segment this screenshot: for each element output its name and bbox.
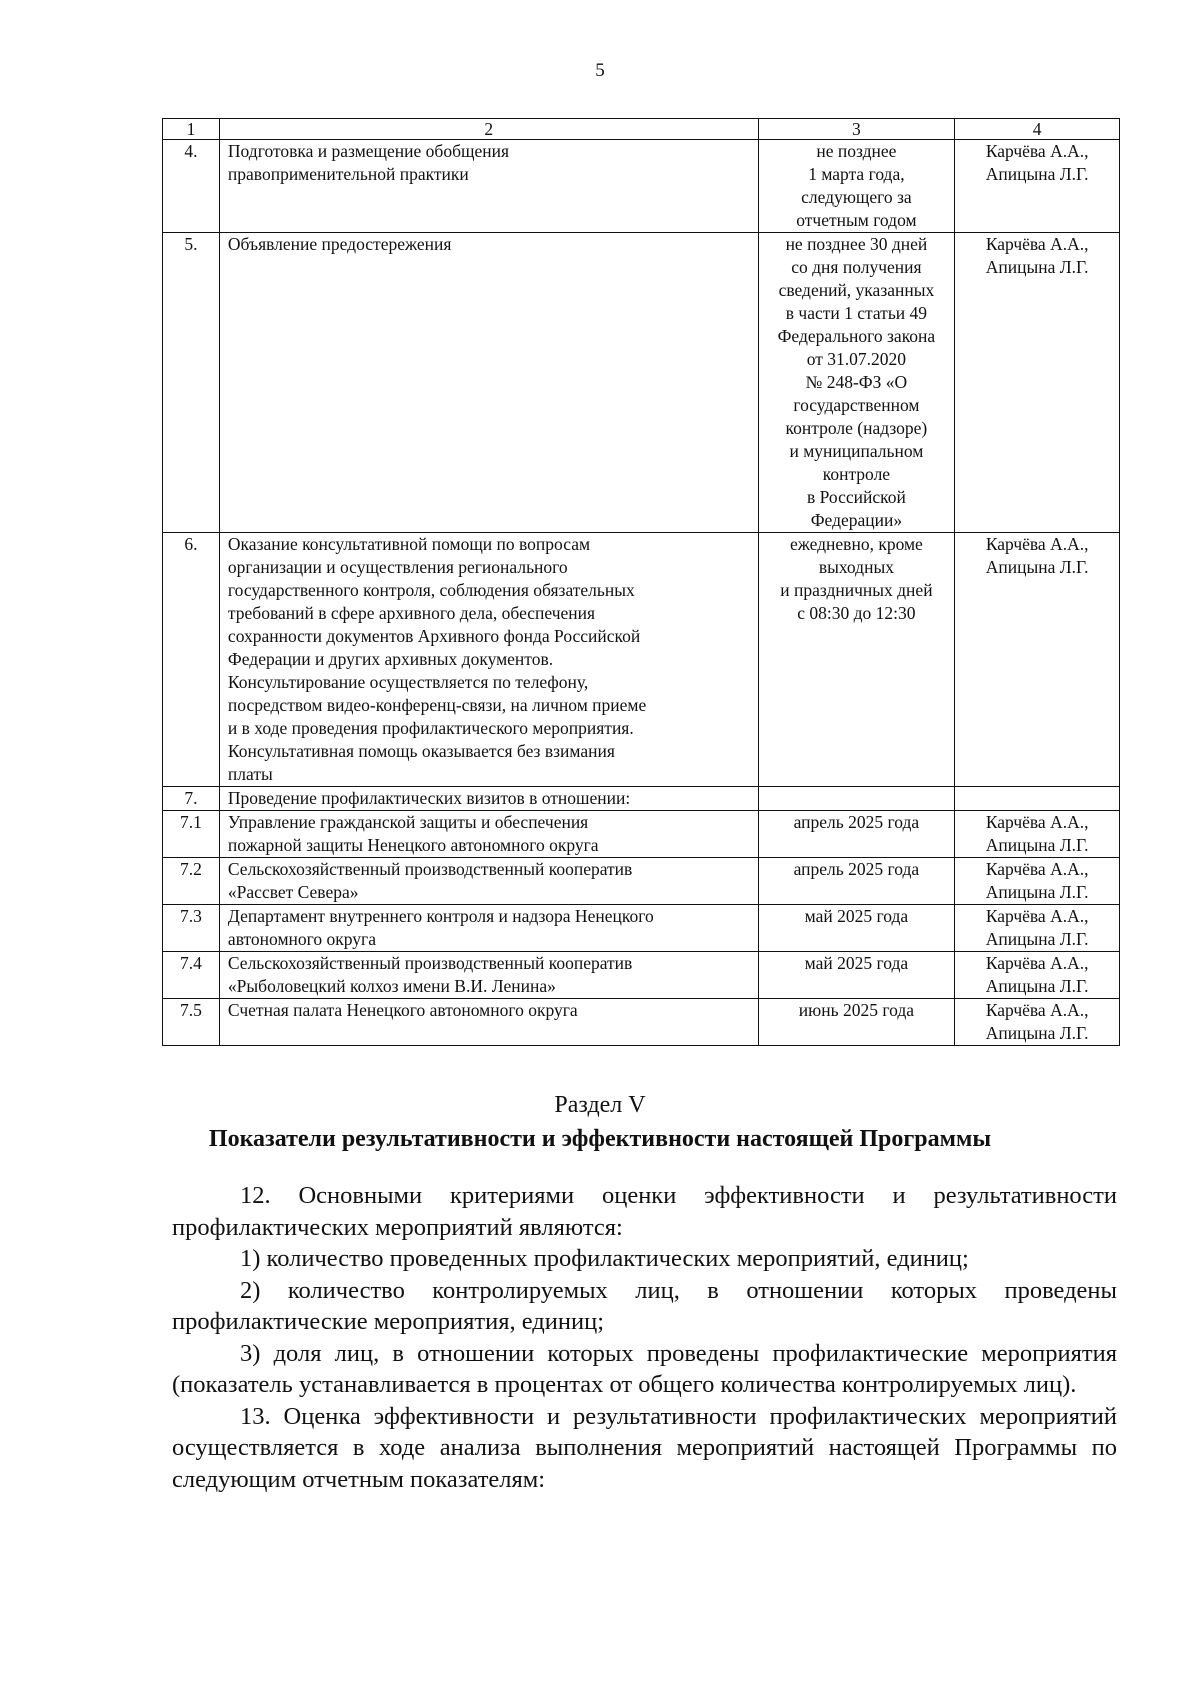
row-responsible: Карчёва А.А., Апицына Л.Г. (955, 858, 1120, 905)
paragraph: 13. Оценка эффективности и результативности профилактических мероприятий осуществляется в ходе анализа выполнения мероприятий настоящей Программы по следующим отчетным показателям: (172, 1402, 1117, 1493)
row-number: 7.3 (163, 905, 220, 952)
row-description: Подготовка и размещение обобщения правоприменительной практики (219, 140, 758, 233)
row-responsible (955, 787, 1120, 811)
paragraph: 12. Основными критериями оценки эффективности и результативности профилактических мероприятий являются: (172, 1182, 1117, 1241)
measures-table (162, 118, 1120, 1046)
table-row (163, 140, 1120, 233)
row-responsible: Карчёва А.А., Апицына Л.Г. (955, 140, 1120, 233)
section-title: Раздел V (554, 1092, 646, 1118)
row-number: 7.5 (163, 999, 220, 1046)
row-number: 6. (163, 533, 220, 787)
row-description: Счетная палата Ненецкого автономного округа (219, 999, 758, 1046)
section-body (172, 1180, 1117, 1495)
row-term: май 2025 года (758, 905, 955, 952)
row-number: 7. (163, 787, 220, 811)
paragraph: 2) количество контролируемых лиц, в отношении которых проведены профилактические мероприятия, единиц; (172, 1276, 1117, 1335)
row-term: июнь 2025 года (758, 999, 955, 1046)
row-number: 5. (163, 233, 220, 533)
table-row (163, 999, 1120, 1046)
row-number: 7.1 (163, 811, 220, 858)
row-responsible: Карчёва А.А., Апицына Л.Г. (955, 999, 1120, 1046)
row-description: Сельскохозяйственный производственный кооператив «Рассвет Севера» (219, 858, 758, 905)
row-term: апрель 2025 года (758, 811, 955, 858)
row-responsible: Карчёва А.А., Апицына Л.Г. (955, 811, 1120, 858)
header-cell-4: 4 (955, 119, 1120, 140)
table-row (163, 533, 1120, 787)
row-description: Проведение профилактических визитов в отношении: (219, 787, 758, 811)
row-number: 7.2 (163, 858, 220, 905)
row-term (758, 787, 955, 811)
paragraph: 3) доля лиц, в отношении которых проведены профилактические мероприятия (показатель устанавливается в процентах от общего количества контролируемых лиц). (172, 1339, 1117, 1398)
row-description: Оказание консультативной помощи по вопросам организации и осуществления регионального государственного контроля, соблюдения обязательных требований в сфере архивного дела, обеспечения сохранности документов Архивного фонда Российской Федерации и других архивных документов. Консультирование осуществляется по телефону, посредством видео-конференц-связи, на личном приеме и в ходе проведения профилактического мероприятия. Консультативная помощь оказывается без взимания платы (219, 533, 758, 787)
table-row (163, 811, 1120, 858)
row-description: Управление гражданской защиты и обеспечения пожарной защиты Ненецкого автономного округа (219, 811, 758, 858)
table-row (163, 858, 1120, 905)
header-cell-3: 3 (758, 119, 955, 140)
row-term: май 2025 года (758, 952, 955, 999)
row-responsible: Карчёва А.А., Апицына Л.Г. (955, 905, 1120, 952)
row-number: 4. (163, 140, 220, 233)
section-subtitle: Показатели результативности и эффективности настоящей Программы (208, 1126, 992, 1152)
table-row (163, 952, 1120, 999)
row-responsible: Карчёва А.А., Апицына Л.Г. (955, 533, 1120, 787)
table-row (163, 905, 1120, 952)
row-term: не позднее 1 марта года, следующего за отчетным годом (758, 140, 955, 233)
header-cell-2: 2 (219, 119, 758, 140)
row-responsible: Карчёва А.А., Апицына Л.Г. (955, 233, 1120, 533)
row-description: Департамент внутреннего контроля и надзора Ненецкого автономного округа (219, 905, 758, 952)
header-cell-1: 1 (163, 119, 220, 140)
table-row (163, 233, 1120, 533)
row-description: Сельскохозяйственный производственный кооператив «Рыболовецкий колхоз имени В.И. Ленина» (219, 952, 758, 999)
row-term: апрель 2025 года (758, 858, 955, 905)
row-term: ежедневно, кроме выходных и праздничных дней с 08:30 до 12:30 (758, 533, 955, 787)
table-header-row (163, 119, 1120, 140)
table-row (163, 787, 1120, 811)
page-number: 5 (595, 60, 605, 81)
row-description: Объявление предостережения (219, 233, 758, 533)
row-number: 7.4 (163, 952, 220, 999)
row-responsible: Карчёва А.А., Апицына Л.Г. (955, 952, 1120, 999)
row-term: не позднее 30 дней со дня получения сведений, указанных в части 1 статьи 49 Федерального закона от 31.07.2020 № 248-ФЗ «О государственном контроле (надзоре) и муниципальном контроле в Российской Федерации» (758, 233, 955, 533)
paragraph: 1) количество проведенных профилактических мероприятий, единиц; (240, 1245, 969, 1272)
